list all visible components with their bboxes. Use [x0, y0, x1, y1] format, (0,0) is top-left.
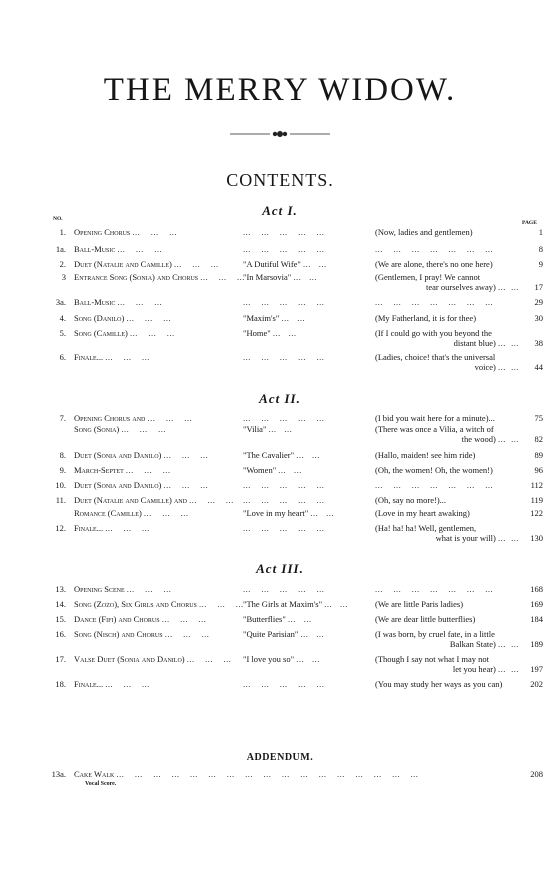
entry-title: Finale... ... ... ...: [74, 523, 150, 533]
act-heading: Act II.: [259, 391, 301, 406]
entry-number: 16.: [55, 629, 66, 639]
entry-subtitle: "Maxim's" ... ...: [243, 313, 306, 323]
entry-number: 8.: [59, 450, 66, 460]
entry-lyric: (We are alone, there's no one here): [375, 259, 493, 269]
ornament-divider: [230, 128, 330, 140]
entry-page: 184: [530, 614, 543, 624]
entry-lyric: (Now, ladies and gentlemen): [375, 227, 473, 237]
entry-dots: ... ... ... ... ...: [243, 352, 325, 362]
entry-page: 17: [534, 282, 543, 292]
entry-page: 1: [538, 227, 543, 237]
entry-title: Ball-Music ... ... ...: [74, 297, 163, 307]
entry-title: Entrance Song (Sonia) and Chorus ... ... ...: [74, 272, 245, 282]
entry-page: 130: [530, 533, 543, 543]
entry-lyric: (Oh, say no more!)...: [375, 495, 447, 505]
entry-dots: ... ... ... ... ...: [243, 244, 325, 254]
entry-page: 38: [534, 338, 543, 348]
entry-page: 202: [530, 679, 543, 689]
entry-number: 1a.: [55, 244, 66, 254]
footer-note: Vocal Score.: [85, 781, 117, 787]
page-title: THE MERRY WIDOW.: [103, 72, 457, 108]
entry-page: 75: [534, 413, 543, 423]
entry-title: March-Septet ... ... ...: [74, 465, 171, 475]
entry-page: 169: [530, 599, 543, 609]
entry-lyric: (You may study her ways as you can): [375, 679, 503, 689]
entry-number: 13.: [55, 584, 66, 594]
entry-title: Duet (Natalie and Camille) and ... ... ...: [74, 495, 234, 505]
contents-heading: CONTENTS.: [226, 170, 334, 190]
entry-number: 5.: [59, 328, 66, 338]
entry-lyric: (I bid you wait here for a minute)...: [375, 413, 495, 423]
entry-title: Song (Camille) ... ... ...: [74, 328, 175, 338]
entry-dots: ... ... ... ... ...: [243, 480, 325, 490]
entry-subtitle: "A Dutiful Wife" ... ...: [243, 259, 327, 269]
entry-subtitle: "Home" ... ...: [243, 328, 297, 338]
act-heading: Act III.: [256, 561, 304, 576]
entry-number: 7.: [59, 413, 66, 423]
entry-lyric: (Hallo, maiden! see him ride): [375, 450, 476, 460]
entry-subtitle: "Butterflies" ... ...: [243, 614, 312, 624]
entry-subtitle: "Love in my heart" ... ...: [243, 508, 334, 518]
entry-dots: ... ... ... ... ... ... ...: [375, 297, 494, 307]
addendum-number: 13a.: [51, 769, 66, 779]
entry-title: Duet (Sonia and Danilo) ... ... ...: [74, 450, 209, 460]
entry-lyric: (Ladies, choice! that's the universal voice) ... ...: [375, 352, 519, 372]
entry-number: 9.: [59, 465, 66, 475]
entry-page: 89: [534, 450, 543, 460]
entry-title: Song (Danilo) ... ... ...: [74, 313, 172, 323]
entry-page: 189: [530, 639, 543, 649]
entry-title: Romance (Camille) ... ... ...: [74, 508, 189, 518]
entry-title: Finale... ... ... ...: [74, 352, 150, 362]
entry-dots: ... ... ... ... ...: [243, 495, 325, 505]
entry-page: 96: [534, 465, 543, 475]
entry-page: 82: [534, 434, 543, 444]
entry-lyric: (I was born, by cruel fate, in a little Balkan State) ... ...: [375, 629, 519, 649]
entry-dots: ... ... ... ... ...: [243, 679, 325, 689]
entry-dots: ... ... ... ... ...: [243, 584, 325, 594]
entry-page: 9: [538, 259, 543, 269]
entry-page: 119: [530, 495, 543, 505]
entry-subtitle: "Quite Parisian" ... ...: [243, 629, 325, 639]
entry-number: 17.: [55, 654, 66, 664]
entry-page: 122: [530, 508, 543, 518]
entry-title: Finale... ... ... ...: [74, 679, 150, 689]
entry-title: Valse Duet (Sonia and Danilo) ... ... ...: [74, 654, 232, 664]
column-header-no: NO.: [53, 216, 63, 222]
addendum-title: Cake Walk ... ... ... ... ... ... ... ... ... ... ... ... ... ... ... ... ...: [74, 769, 419, 779]
entry-dots: ... ... ... ... ...: [243, 297, 325, 307]
entry-page: 30: [534, 313, 543, 323]
act-heading: Act I.: [262, 203, 298, 218]
entry-lyric: (Ha! ha! ha! Well, gentlemen, what is your will) ... ...: [375, 523, 519, 543]
entry-subtitle: "In Marsovia" ... ...: [243, 272, 317, 282]
entry-page: 168: [530, 584, 543, 594]
entry-number: 15.: [55, 614, 66, 624]
entry-dots: ... ... ... ... ... ... ...: [375, 480, 494, 490]
entry-lyric: (We are little Paris ladies): [375, 599, 464, 609]
entry-page: 112: [530, 480, 543, 490]
entry-subtitle: "The Girls at Maxim's" ... ...: [243, 599, 348, 609]
entry-number: 18.: [55, 679, 66, 689]
entry-subtitle: "Women" ... ...: [243, 465, 302, 475]
entry-number: 10.: [55, 480, 66, 490]
entry-number: 6.: [59, 352, 66, 362]
entry-title: Opening Scene ... ... ...: [74, 584, 172, 594]
entry-lyric: (If I could go with you beyond the distant blue) ... ...: [375, 328, 519, 348]
entry-lyric: (Love in my heart awaking): [375, 508, 470, 518]
entry-title: Song (Zozo), Six Girls and Chorus ... ... ...: [74, 599, 244, 609]
entry-title: Song (Nisch) and Chorus ... ... ...: [74, 629, 210, 639]
entry-number: 14.: [55, 599, 66, 609]
entry-lyric: (Gentlemen, I pray! We cannot tear ourselves away) ... ...: [375, 272, 519, 292]
entry-lyric: (We are dear little butterflies): [375, 614, 476, 624]
entry-number: 3: [61, 272, 66, 282]
entry-lyric: (Oh, the women! Oh, the women!): [375, 465, 493, 475]
entry-dots: ... ... ... ... ...: [243, 227, 325, 237]
addendum-page: 208: [530, 769, 543, 779]
entry-number: 1.: [59, 227, 66, 237]
entry-page: 197: [530, 664, 543, 674]
entry-number: 12.: [55, 523, 66, 533]
entry-title: Duet (Sonia and Danilo) ... ... ...: [74, 480, 209, 490]
column-header-page: PAGE: [522, 220, 537, 226]
addendum-heading: ADDENDUM.: [246, 752, 314, 763]
entry-number: 4.: [59, 313, 66, 323]
entry-subtitle: "I love you so" ... ...: [243, 654, 320, 664]
entry-dots: ... ... ... ... ... ... ...: [375, 584, 494, 594]
entry-title: Opening Chorus and ... ... ...: [74, 413, 193, 423]
entry-subtitle: "Vilia" ... ...: [243, 424, 293, 434]
entry-number: 3a.: [55, 297, 66, 307]
entry-page: 8: [538, 244, 543, 254]
entry-number: 11.: [55, 495, 66, 505]
entry-number: 2.: [59, 259, 66, 269]
entry-page: 29: [534, 297, 543, 307]
entry-lyric: (There was once a Vilia, a witch of the wood) ... ...: [375, 424, 519, 444]
entry-lyric: (My Fatherland, it is for thee): [375, 313, 477, 323]
entry-title: Dance (Fifi) and Chorus ... ... ...: [74, 614, 207, 624]
entry-page: 44: [534, 362, 543, 372]
entry-dots: ... ... ... ... ...: [243, 413, 325, 423]
entry-title: Opening Chorus ... ... ...: [74, 227, 178, 237]
entry-dots: ... ... ... ... ... ... ...: [375, 244, 494, 254]
entry-title: Duet (Natalie and Camille) ... ... ...: [74, 259, 219, 269]
entry-title: Song (Sonia) ... ... ...: [74, 424, 166, 434]
entry-dots: ... ... ... ... ...: [243, 523, 325, 533]
entry-subtitle: "The Cavalier" ... ...: [243, 450, 320, 460]
entry-lyric: (Though I say not what I may not let you hear) ... ...: [375, 654, 519, 674]
entry-title: Ball-Music ... ... ...: [74, 244, 163, 254]
